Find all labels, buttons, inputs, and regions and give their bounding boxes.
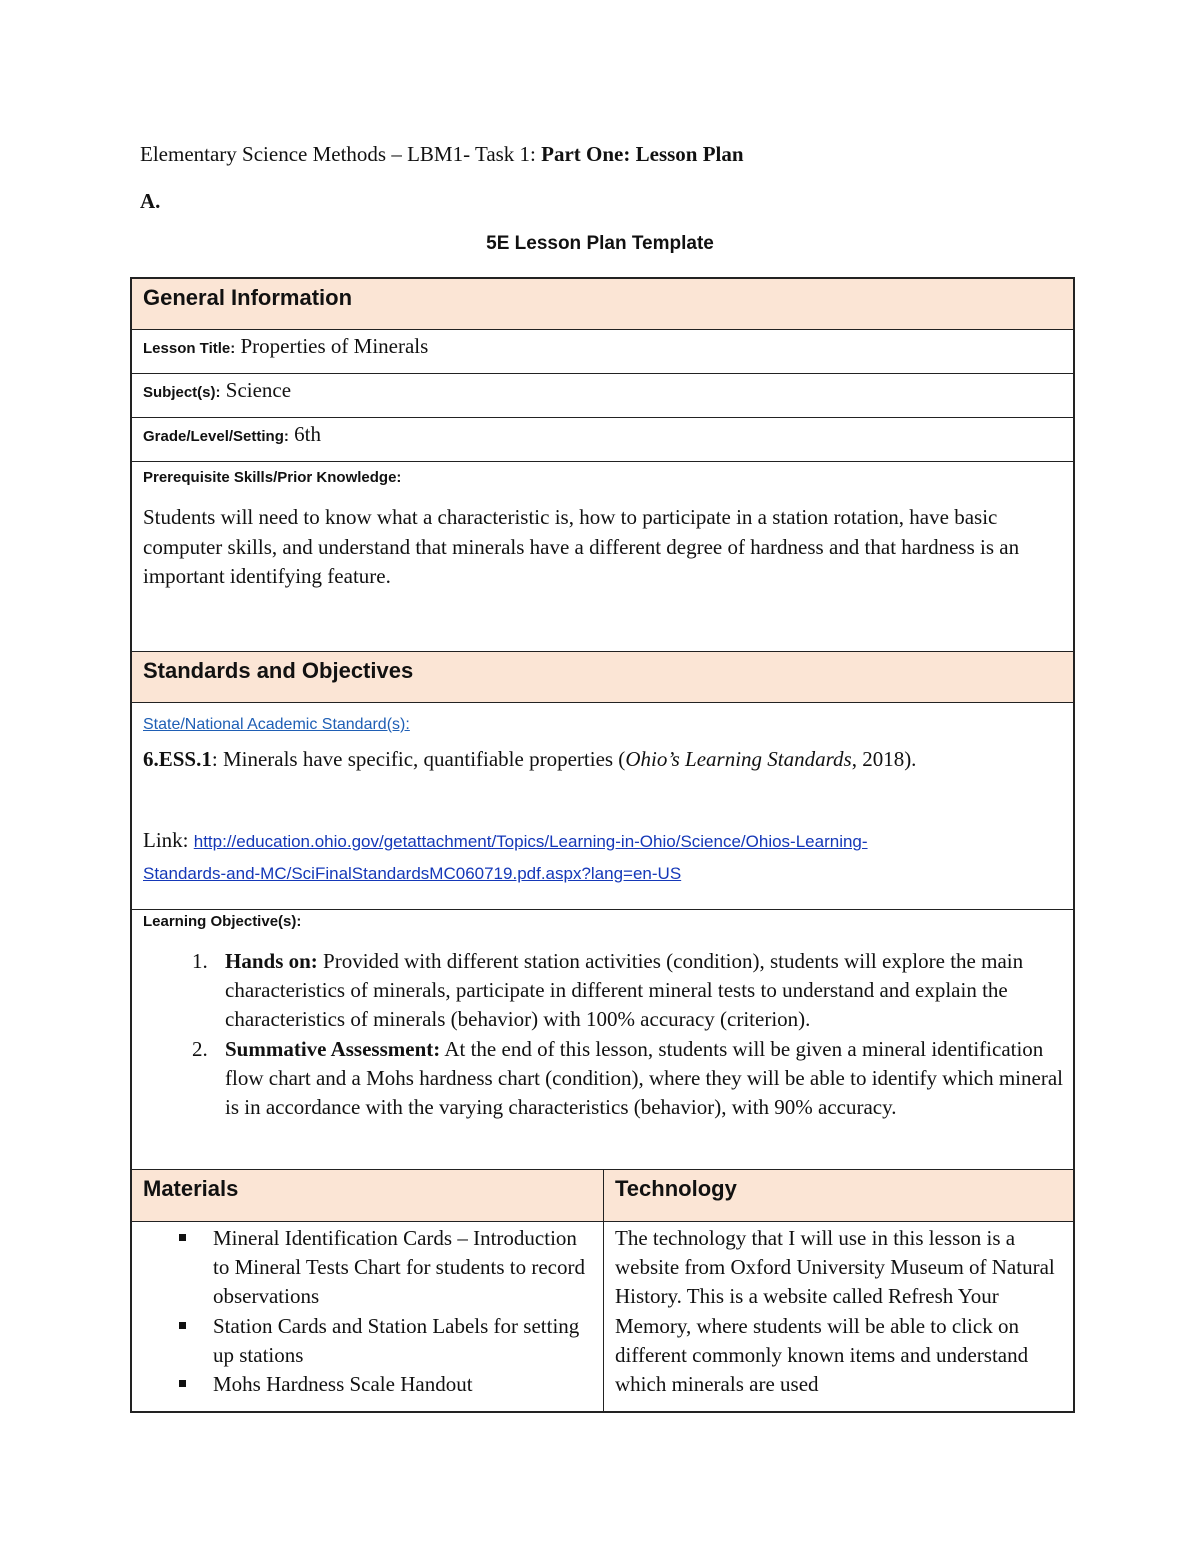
materials-technology-content-row xyxy=(132,1222,1073,1411)
prerequisite-label: Prerequisite Skills/Prior Knowledge: xyxy=(143,469,402,486)
lesson-title-value: Properties of Minerals xyxy=(235,334,429,358)
standard-year: , 2018). xyxy=(851,747,917,771)
objective-text: At the end of this lesson, students will be given a mineral identification flow chart and a Mohs hardness chart (condition), where they will be able to identify which mineral is in accordance with the varying characteristics (behavior), with 90% accuracy. xyxy=(225,1036,1063,1120)
material-text: Mohs Hardness Scale Handout xyxy=(213,1372,473,1397)
objectives-list xyxy=(143,947,1073,1122)
materials-header: Materials xyxy=(132,1170,604,1221)
technology-text: The technology that I will use in this lesson is a website from Oxford University Museum of Natural History. This is a website called Refresh Your Memory, where students will be able to click on different commonly known items and understand which minerals are used xyxy=(615,1226,1055,1397)
list-item xyxy=(132,1312,603,1370)
standards-row xyxy=(132,703,1073,910)
lesson-title-label: Lesson Title: xyxy=(143,340,236,357)
objectives-row xyxy=(132,910,1073,1170)
standard-label-link[interactable]: State/National Academic Standard(s): xyxy=(143,716,410,733)
grade-row xyxy=(132,418,1073,462)
prerequisite-row xyxy=(132,462,1073,652)
subjects-row xyxy=(132,374,1073,418)
standard-statement xyxy=(143,747,1073,772)
objective-title: Summative Assessment: xyxy=(225,1036,441,1061)
document-title xyxy=(140,142,744,167)
standards-url-link-line1[interactable]: http://education.ohio.gov/getattachment/Topics/Learning-in-Ohio/Science/Ohios-Learning- xyxy=(193,832,868,851)
square-bullet-icon xyxy=(179,1380,186,1387)
standard-code: 6.ESS.1 xyxy=(143,747,212,771)
grade-label: Grade/Level/Setting: xyxy=(143,428,289,445)
document-title-prefix: Elementary Science Methods – LBM1- Task 1: xyxy=(140,142,542,166)
objective-text: Provided with different station activities (condition), students will explore the main characteristics of minerals, participate in different mineral tests to understand and explain the characteristics of minerals (behavior) with 100% accuracy (criterion). xyxy=(225,949,1024,1032)
grade-value: 6th xyxy=(288,422,321,446)
materials-technology-header-row xyxy=(132,1170,1073,1222)
section-letter: A. xyxy=(140,189,161,213)
technology-header: Technology xyxy=(604,1170,1073,1221)
standards-url-link-line2[interactable]: Standards-and-MC/SciFinalStandardsMC060719.pdf.aspx?lang=en-US xyxy=(143,864,682,883)
lesson-title-row xyxy=(132,330,1073,374)
objective-item xyxy=(213,947,1073,1035)
subjects-label: Subject(s): xyxy=(143,384,221,401)
document-title-bold: Part One: Lesson Plan xyxy=(541,142,744,166)
standard-source: Ohio’s Learning Standards xyxy=(625,747,852,771)
square-bullet-icon xyxy=(179,1322,186,1329)
objectives-label: Learning Objective(s): xyxy=(143,913,302,930)
square-bullet-icon xyxy=(179,1234,186,1241)
general-information-header: General Information xyxy=(132,279,1073,330)
subjects-value: Science xyxy=(220,378,292,402)
standards-objectives-header: Standards and Objectives xyxy=(132,652,1073,703)
materials-list xyxy=(132,1224,603,1399)
standard-text: : Minerals have specific, quantifiable properties ( xyxy=(211,747,626,771)
list-item xyxy=(132,1224,603,1312)
materials-cell xyxy=(132,1222,604,1411)
standard-link-block xyxy=(143,825,1073,889)
material-text: Mineral Identification Cards – Introduction to Mineral Tests Chart for students to record observations xyxy=(213,1226,585,1309)
link-label: Link: xyxy=(143,828,194,852)
material-text: Station Cards and Station Labels for setting up stations xyxy=(213,1313,580,1367)
objective-title: Hands on: xyxy=(225,949,318,973)
template-title: 5E Lesson Plan Template xyxy=(486,233,714,254)
prerequisite-text: Students will need to know what a characteristic is, how to participate in a station rotation, have basic computer skills, and understand that minerals have a different degree of hardness and that hardness is an important identifying feature. xyxy=(143,505,1020,588)
objective-item xyxy=(213,1035,1073,1123)
list-item xyxy=(132,1370,603,1399)
lesson-plan-table xyxy=(130,277,1075,1413)
